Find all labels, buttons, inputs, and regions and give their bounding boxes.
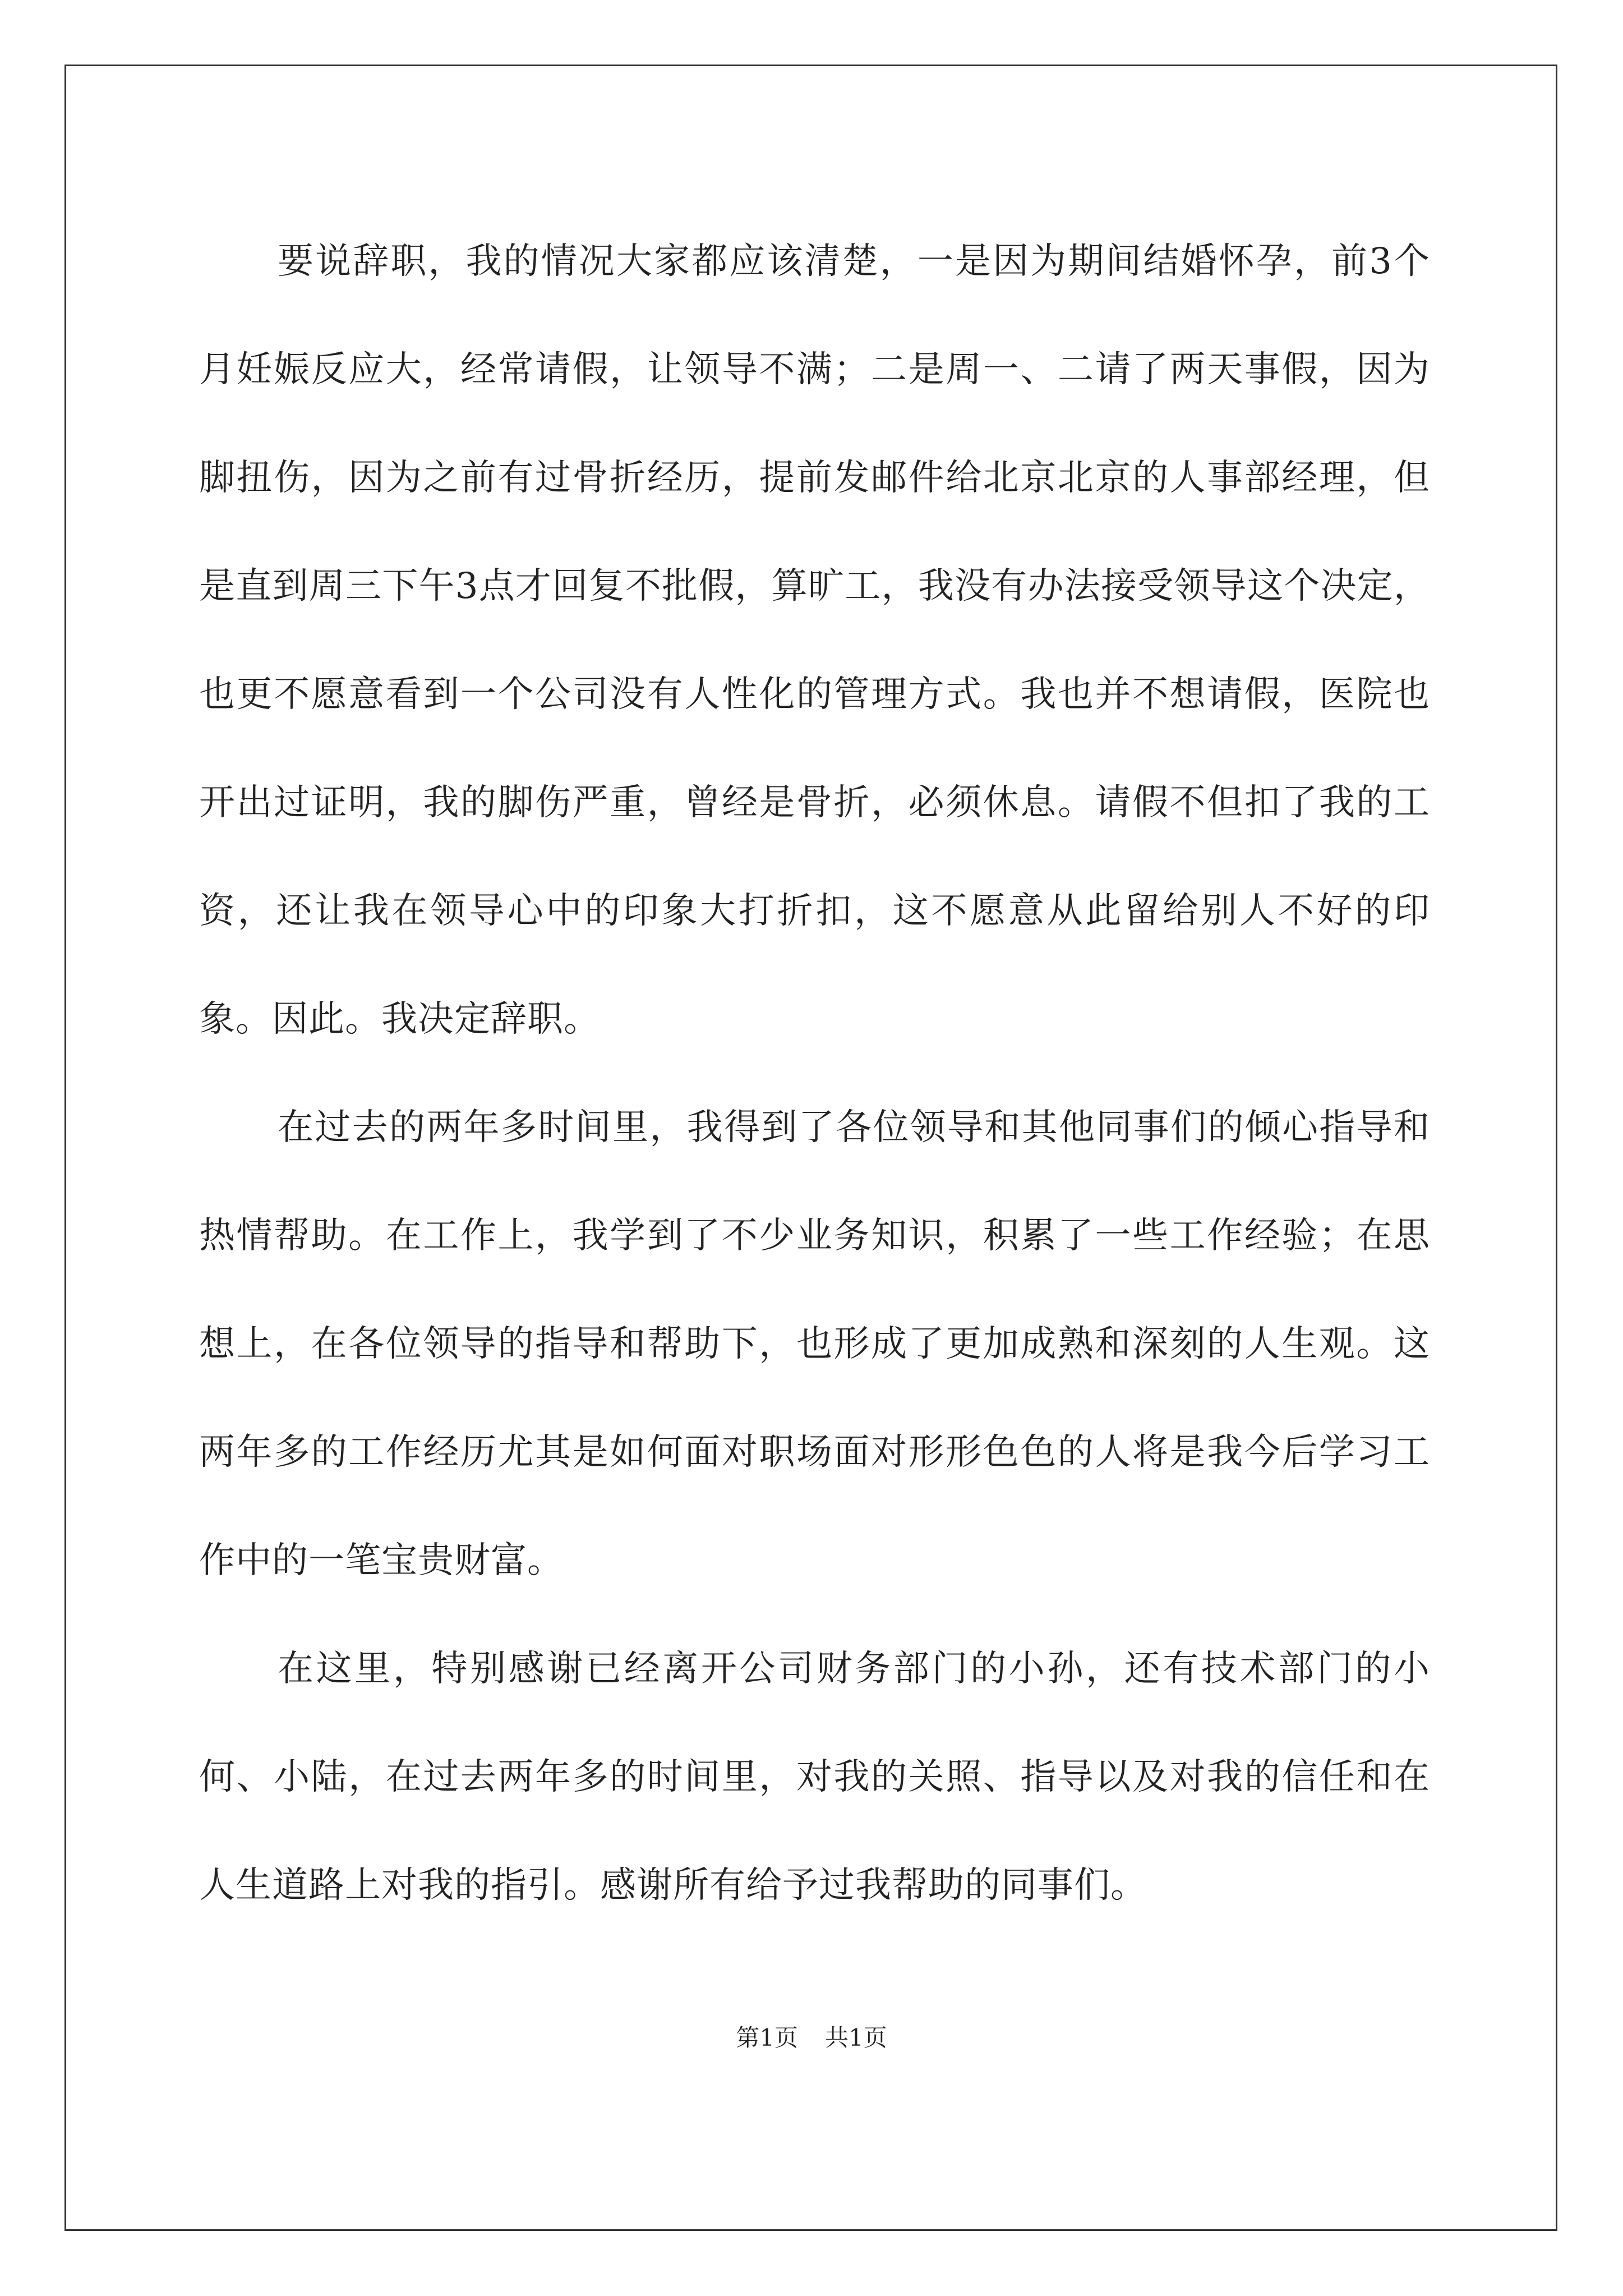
page-total: 共1页	[825, 2024, 887, 2051]
page-number: 第1页	[736, 2024, 798, 2051]
page-footer	[0, 2019, 1623, 2053]
paragraph-thanks-colleagues: 在这里，特别感谢已经离开公司财务部门的小孙，还有技术部门的小何、小陆，在过去两年多的时间里，对我的关照、指导以及对我的信任和在人生道路上对我的指引。感谢所有给予过我帮助的同事们。	[199, 1648, 1430, 1906]
paragraph-gratitude-experience: 在过去的两年多时间里，我得到了各位领导和其他同事们的倾心指导和热情帮助。在工作上，我学到了不少业务知识，积累了一些工作经验；在思想上，在各位领导的指导和帮助下，也形成了更加成熟和深刻的人生观。这两年多的工作经历尤其是如何面对职场面对形形色色的人将是我今后学习工作中的一笔宝贵财富。	[199, 1107, 1430, 1581]
paragraph-resignation-reason: 要说辞职，我的情况大家都应该清楚，一是因为期间结婚怀孕，前3个月妊娠反应大，经常请假，让领导不满；二是周一、二请了两天事假，因为脚扭伤，因为之前有过骨折经历，提前发邮件给北京北京的人事部经理，但是直到周三下午3点才回复不批假，算旷工，我没有办法接受领导这个决定，也更不愿意看到一个公司没有人性化的管理方式。我也并不想请假，医院也开出过证明，我的脚伤严重，曾经是骨折，必须休息。请假不但扣了我的工资，还让我在领导心中的印象大打折扣，这不愿意从此留给别人不好的印象。因此。我决定辞职。	[199, 241, 1430, 1040]
document-body	[199, 208, 1430, 1940]
